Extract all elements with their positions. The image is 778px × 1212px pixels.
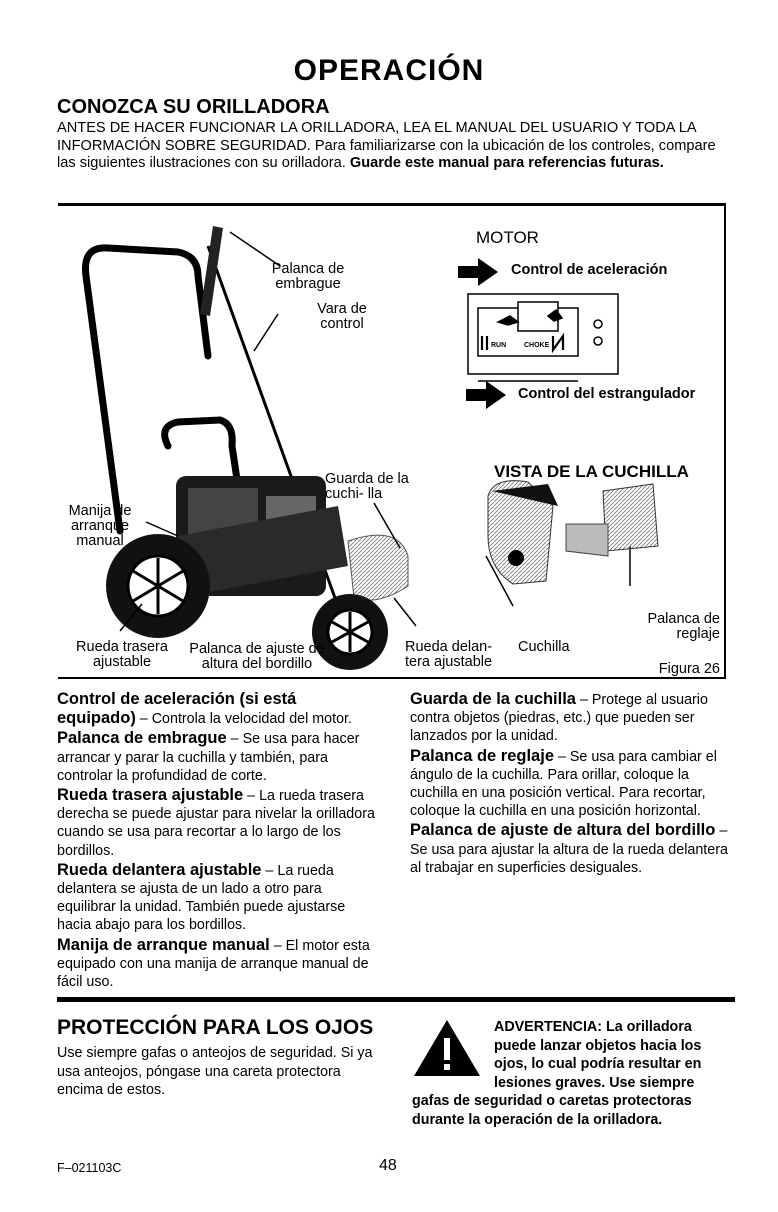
footer-code: F–021103C	[57, 1161, 122, 1175]
term-rear-wheel: Rueda trasera ajustable	[57, 786, 244, 805]
text-handle: – El motor esta equipado con una manija de arranque manual de fácil uso.	[57, 937, 370, 991]
warning-triangle-icon	[412, 1018, 494, 1080]
label-starter-handle: Manija de arranque manual	[68, 503, 132, 549]
label-blade: Cuchilla	[518, 639, 570, 655]
warning-text: ADVERTENCIA: La orilladora puede lanzar objetos hacia los ojos, lo cual podría resultar en lesiones graves. Use siempre gafas de seguridad o caretas protectoras durante la operación de la orilladora.	[412, 1019, 702, 1128]
panel-run-text: RUN	[491, 342, 507, 349]
label-curb-height-lever: Palanca de ajuste de altura del bordillo	[189, 641, 325, 672]
descriptions-left-column	[57, 690, 379, 992]
section-heading-eye-protection: PROTECCIÓN PARA LOS OJOS	[57, 1016, 374, 1039]
label-clutch-lever: Palanca de embrague	[271, 261, 345, 292]
term-clutch: Palanca de embrague	[57, 729, 227, 748]
rear-wheel-illustration	[106, 534, 210, 638]
panel-choke-text: CHOKE	[524, 342, 550, 349]
descriptions-right-column	[410, 690, 728, 878]
desc-clutch	[57, 729, 379, 785]
desc-handle	[57, 936, 379, 992]
text-curb: – Se usa para ajustar la altura de la rueda delantera al trabajar en superficies desiguales.	[410, 823, 728, 876]
warning-box	[412, 1018, 732, 1129]
intro-paragraph	[57, 120, 729, 173]
text-guard: – Protege al usuario contra objetos (piedras, etc.) que pueden ser lanzados por la unidad.	[410, 692, 708, 745]
text-rear-wheel: – La rueda trasera derecha se puede ajustar para nivelar la orilladora cuando se usa para recortar a lo largo de los bordillos.	[57, 788, 375, 859]
blade-view-illustration	[488, 481, 658, 584]
desc-throttle	[57, 690, 379, 728]
clutch-lever-illustration	[200, 226, 223, 316]
figure-number: Figura 26	[658, 661, 720, 677]
label-rear-wheel: Rueda trasera ajustable	[76, 639, 168, 670]
blade-view-heading: VISTA DE LA CUCHILLA	[494, 462, 689, 481]
eye-protection-text: Use siempre gafas o anteojos de seguridad. Si ya usa anteojos, póngase una careta protectora encima de estos.	[57, 1045, 373, 1098]
term-bevel: Palanca de reglaje	[410, 746, 554, 765]
choke-arrow-icon	[466, 381, 506, 409]
motor-heading: MOTOR	[476, 228, 539, 247]
throttle-arrow-icon	[458, 258, 498, 286]
section-heading-know-your-edger: CONOZCA SU ORILLADORA	[57, 96, 330, 118]
term-throttle: Control de aceleración (si está equipado)	[57, 690, 297, 728]
desc-curb	[410, 821, 728, 877]
desc-guard	[410, 690, 728, 746]
label-choke-control: Control del estrangulador	[518, 386, 696, 402]
term-curb: Palanca de ajuste de altura del bordillo	[410, 821, 716, 840]
intro-bold-text: Guarde este manual para referencias futuras.	[349, 155, 664, 171]
edger-figure	[58, 203, 726, 679]
text-clutch: – Se usa para hacer arrancar y parar la cuchilla y también, para controlar la profundidad de corte.	[57, 731, 360, 784]
section-divider	[57, 997, 735, 1002]
desc-bevel	[410, 747, 728, 821]
desc-front-wheel	[57, 861, 379, 935]
term-front-wheel: Rueda delantera ajustable	[57, 860, 262, 879]
page-number: 48	[379, 1157, 397, 1174]
text-front-wheel: – La rueda delantera se ajusta de un lado a otro para equilibrar la unidad. También puede ajustarse hacia abajo para los bordillos.	[57, 862, 346, 934]
text-bevel: – Se usa para cambiar el ángulo de la cuchilla. Para orillar, coloque la cuchilla en una posición vertical. Para recortar, coloque la cuchilla en una posición horizontal.	[410, 748, 717, 820]
term-guard: Guarda de la cuchilla	[410, 690, 576, 708]
intro-text: ANTES DE HACER FUNCIONAR LA ORILLADORA, LEA EL MANUAL DEL USUARIO Y TODA LA INFORMACIÓN SOBRE SEGURIDAD. Para familiarizarse con la ubicación de los controles, compare las siguientes ilustraciones con su orilladora.	[57, 120, 716, 171]
text-throttle: – Controla la velocidad del motor.	[135, 711, 352, 728]
page-title: OPERACIÓN	[293, 54, 485, 87]
term-handle: Manija de arranque manual	[57, 935, 270, 954]
desc-rear-wheel	[57, 786, 379, 860]
label-front-wheel: Rueda delan- tera ajustable	[405, 639, 493, 670]
label-throttle-control: Control de aceleración	[511, 262, 668, 278]
label-control-rod: Vara de control	[317, 301, 367, 332]
label-blade-guard: Guarda de la cuchi- lla	[325, 471, 409, 502]
motor-panel-illustration	[468, 294, 618, 381]
label-bevel-lever: Palanca de reglaje	[647, 611, 720, 642]
